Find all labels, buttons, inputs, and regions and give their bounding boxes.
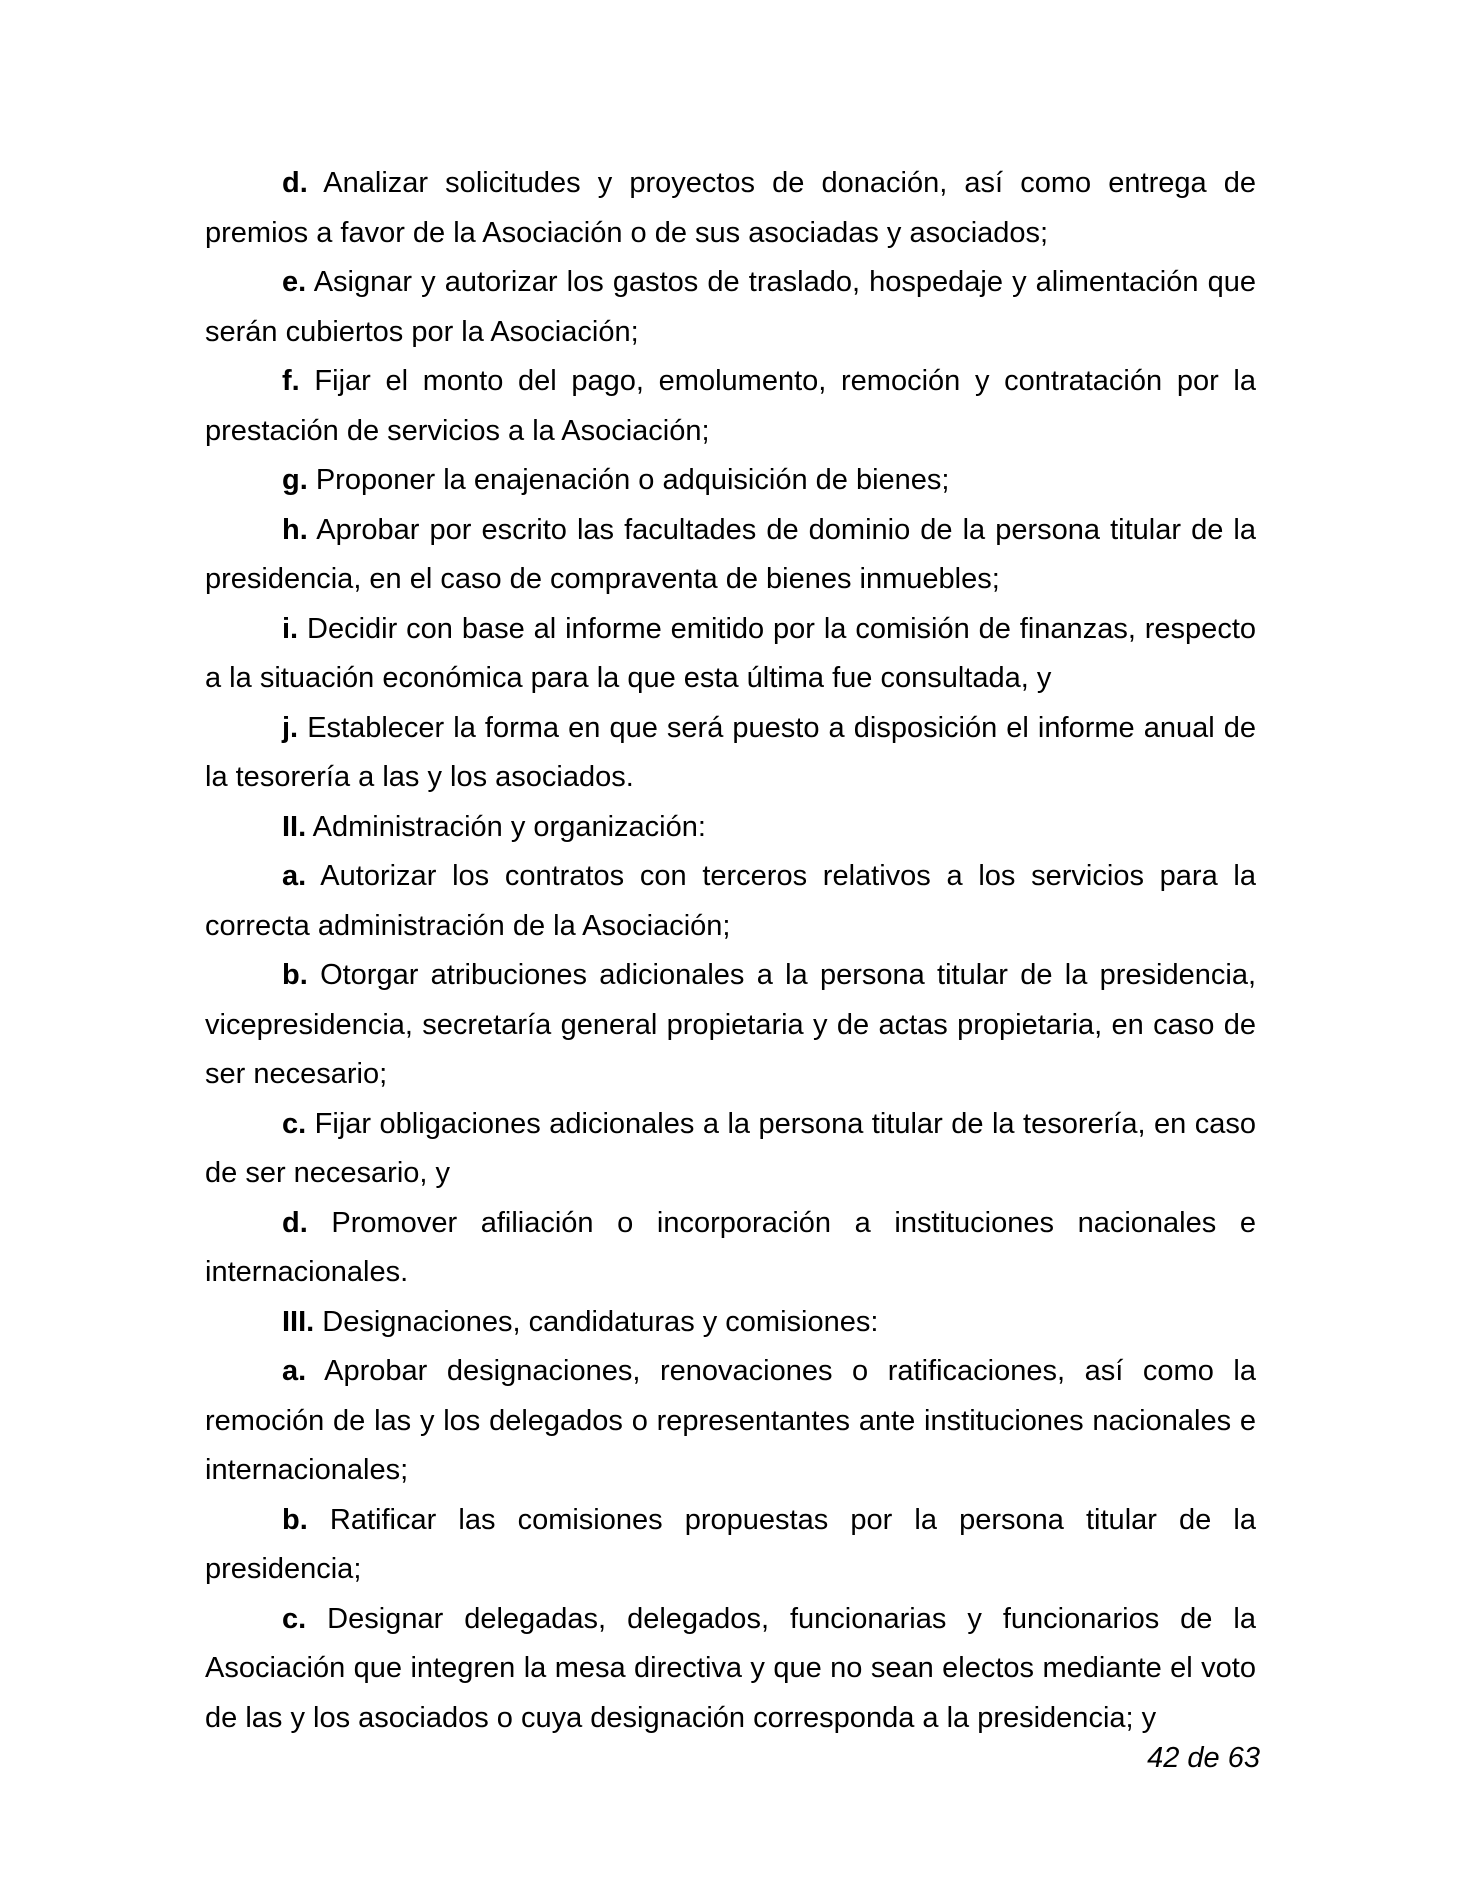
- paragraph: [205, 1595, 1256, 1744]
- paragraph-label: h.: [282, 513, 308, 546]
- paragraph: [205, 1100, 1256, 1199]
- paragraph: [205, 258, 1256, 357]
- paragraph-label: a.: [282, 1355, 307, 1387]
- paragraph-label: i.: [282, 612, 299, 645]
- paragraph-label: b.: [282, 1503, 308, 1536]
- paragraph: [205, 704, 1256, 803]
- paragraph-label: c.: [282, 1107, 307, 1140]
- paragraph-label: b.: [282, 959, 308, 991]
- paragraph-label: c.: [282, 1602, 307, 1635]
- paragraph-label: j.: [282, 711, 299, 744]
- paragraph-text: Aprobar designaciones, renovaciones o ratificaciones, así como la remoción de las y los delegados o representantes ante instituciones nacionales e internacionales;: [205, 1355, 1256, 1486]
- paragraph-text: Asignar y autorizar los gastos de traslado, hospedaje y alimentación que serán cubiertos por la Asociación;: [205, 266, 1256, 348]
- paragraph: [205, 357, 1256, 456]
- paragraph: [205, 1199, 1256, 1298]
- paragraph-text: Analizar solicitudes y proyectos de donación, así como entrega de premios a favor de la Asociación o de sus asociadas y asociados;: [205, 167, 1256, 249]
- paragraph: [205, 1347, 1256, 1496]
- paragraph-text: Autorizar los contratos con terceros relativos a los servicios para la correcta administración de la Asociación;: [205, 860, 1256, 942]
- paragraph-label: II.: [282, 810, 307, 843]
- paragraph-text: Otorgar atribuciones adicionales a la persona titular de la presidencia, vicepresidencia, secretaría general propietaria y de actas propietaria, en caso de ser necesario;: [205, 959, 1256, 1090]
- paragraph-text: Designaciones, candidaturas y comisiones:: [314, 1305, 879, 1338]
- paragraph-text: Promover afiliación o incorporación a instituciones nacionales e internacionales.: [205, 1206, 1256, 1288]
- paragraph-label: g.: [282, 464, 308, 496]
- paragraph-text: Establecer la forma en que será puesto a disposición el informe anual de la tesorería a las y los asociados.: [205, 711, 1256, 793]
- paragraph: [205, 605, 1256, 704]
- paragraph-text: Designar delegadas, delegados, funcionarias y funcionarios de la Asociación que integren la mesa directiva y que no sean electos mediante el voto de las y los asociados o cuya designación corresponda a la presidencia; y: [205, 1602, 1256, 1734]
- paragraph-text: Aprobar por escrito las facultades de dominio de la persona titular de la presidencia, en el caso de compraventa de bienes inmuebles;: [205, 513, 1256, 595]
- paragraph: [205, 456, 1256, 506]
- paragraph-text: Fijar el monto del pago, emolumento, remoción y contratación por la prestación de servicios a la Asociación;: [205, 365, 1256, 447]
- paragraph-text: Fijar obligaciones adicionales a la persona titular de la tesorería, en caso de ser necesario, y: [205, 1107, 1256, 1189]
- paragraph-text: Ratificar las comisiones propuestas por la persona titular de la presidencia;: [205, 1503, 1256, 1585]
- paragraph: [205, 506, 1256, 605]
- paragraph: [205, 852, 1256, 951]
- paragraph-text: Administración y organización:: [306, 810, 706, 843]
- paragraph-label: f.: [282, 365, 300, 397]
- document-body: [205, 159, 1256, 1743]
- paragraph-text: Decidir con base al informe emitido por la comisión de finanzas, respecto a la situación económica para la que esta última fue consultada, y: [205, 612, 1256, 694]
- paragraph-label: a.: [282, 860, 307, 892]
- page-number: 42 de 63: [1147, 1742, 1260, 1774]
- paragraph-text: Proponer la enajenación o adquisición de bienes;: [307, 464, 950, 496]
- paragraph: [205, 159, 1256, 258]
- paragraph-section: [205, 803, 1256, 853]
- paragraph-label: d.: [282, 167, 308, 199]
- paragraph-label: d.: [282, 1206, 308, 1239]
- paragraph: [205, 951, 1256, 1100]
- paragraph: [205, 1496, 1256, 1595]
- paragraph-section: [205, 1298, 1256, 1348]
- paragraph-label: III.: [282, 1305, 315, 1338]
- paragraph-label: e.: [282, 266, 307, 298]
